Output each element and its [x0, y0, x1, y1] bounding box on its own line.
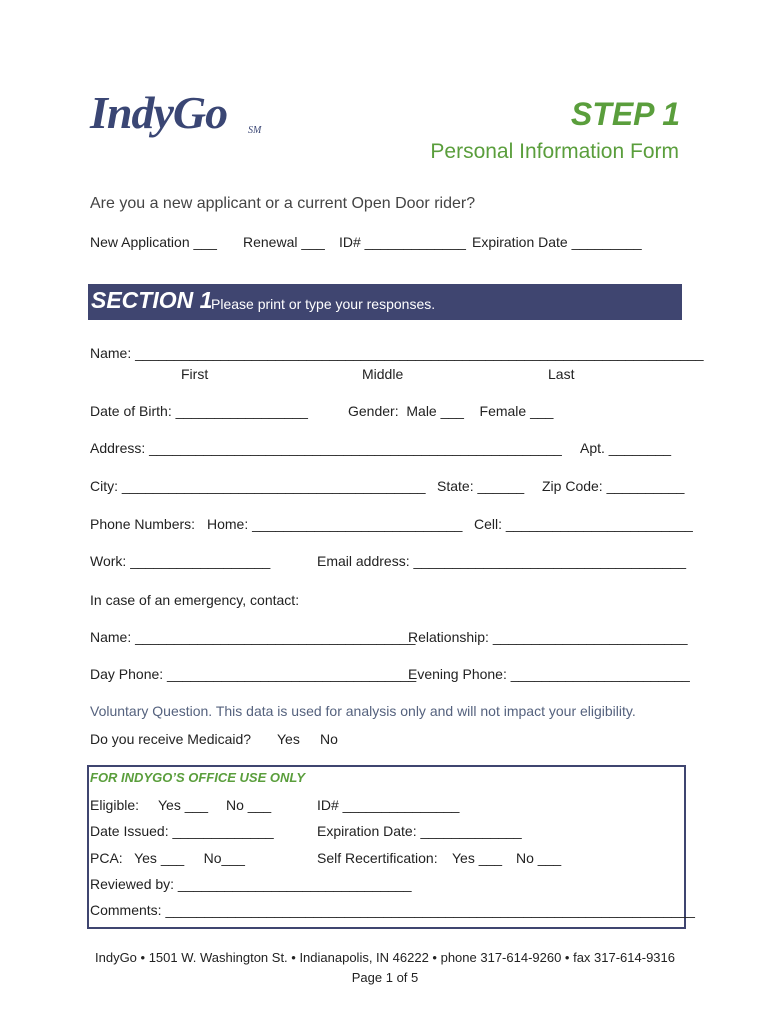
- evening-phone-field[interactable]: Evening Phone: _______________________: [408, 666, 690, 682]
- office-expiration-date-field[interactable]: Expiration Date: _____________: [317, 823, 522, 839]
- home-phone-field[interactable]: Home: ___________________________: [207, 516, 463, 532]
- name-first-label: First: [181, 366, 209, 382]
- id-field[interactable]: ID# _____________: [339, 234, 466, 250]
- apt-field[interactable]: Apt. ________: [580, 440, 672, 456]
- office-id-field[interactable]: ID# _______________: [317, 797, 460, 813]
- comments-field[interactable]: Comments: ____________________________________________________________________: [90, 902, 695, 918]
- expiration-date-field[interactable]: Expiration Date _________: [472, 234, 642, 250]
- email-address-field[interactable]: Email address: ___________________________________: [317, 553, 686, 569]
- date-issued-field[interactable]: Date Issued: _____________: [90, 823, 274, 839]
- voluntary-question-note: Voluntary Question. This data is used for analysis only and will not impact your eligibility.: [90, 703, 636, 719]
- emergency-name-field[interactable]: Name: ____________________________________: [90, 629, 416, 645]
- medicaid-yes-option[interactable]: Yes: [277, 731, 300, 747]
- page-number: Page 1 of 5: [351, 970, 419, 985]
- name-middle-label: Middle: [362, 366, 404, 382]
- section-1-title: SECTION 1: [91, 287, 213, 313]
- medicaid-question: Do you receive Medicaid?: [90, 731, 252, 747]
- city-field[interactable]: City: _______________________________________: [90, 478, 426, 494]
- pca-field[interactable]: PCA: Yes ___ No___: [90, 850, 245, 866]
- relationship-field[interactable]: Relationship: _________________________: [408, 629, 688, 645]
- logo-service-mark: SM: [248, 125, 262, 136]
- reviewed-by-field[interactable]: Reviewed by: ______________________________: [90, 876, 412, 892]
- form-title: Personal Information Form: [430, 140, 679, 163]
- self-recert-yes-field[interactable]: Yes ___: [452, 850, 503, 866]
- self-recertification-label: Self Recertification:: [317, 850, 438, 866]
- work-phone-field[interactable]: Work: __________________: [90, 553, 271, 569]
- day-phone-field[interactable]: Day Phone: ________________________________: [90, 666, 417, 682]
- new-application-field[interactable]: New Application ___: [90, 234, 217, 250]
- state-field[interactable]: State: ______: [437, 478, 525, 494]
- footer-address: IndyGo • 1501 W. Washington St. • Indianapolis, IN 46222 • phone 317-614-9260 • fax 317-614-9316: [95, 950, 675, 965]
- date-of-birth-field[interactable]: Date of Birth: _________________: [90, 403, 308, 419]
- office-use-title: FOR INDYGO’S OFFICE USE ONLY: [90, 770, 305, 785]
- zip-code-field[interactable]: Zip Code: __________: [542, 478, 685, 494]
- eligible-yes-field[interactable]: Yes ___: [158, 797, 209, 813]
- medicaid-no-option[interactable]: No: [320, 731, 338, 747]
- step-title: STEP 1: [570, 96, 680, 132]
- renewal-field[interactable]: Renewal ___: [243, 234, 325, 250]
- applicant-question: Are you a new applicant or a current Open Door rider?: [90, 195, 476, 212]
- gender-field[interactable]: Gender: Male ___ Female ___: [348, 403, 554, 419]
- self-recert-no-field[interactable]: No ___: [516, 850, 562, 866]
- emergency-contact-heading: In case of an emergency, contact:: [90, 592, 300, 608]
- phone-numbers-label: Phone Numbers:: [90, 516, 196, 532]
- eligible-no-field[interactable]: No ___: [226, 797, 272, 813]
- eligible-label: Eligible:: [90, 797, 140, 813]
- address-field[interactable]: Address: _____________________________________________________: [90, 440, 562, 456]
- name-last-label: Last: [548, 366, 575, 382]
- indygo-logo: IndyGo: [90, 87, 228, 138]
- cell-phone-field[interactable]: Cell: ________________________: [474, 516, 693, 532]
- section-1-instructions: Please print or type your responses.: [211, 296, 436, 312]
- name-field[interactable]: Name: _________________________________________________________________________: [90, 345, 704, 361]
